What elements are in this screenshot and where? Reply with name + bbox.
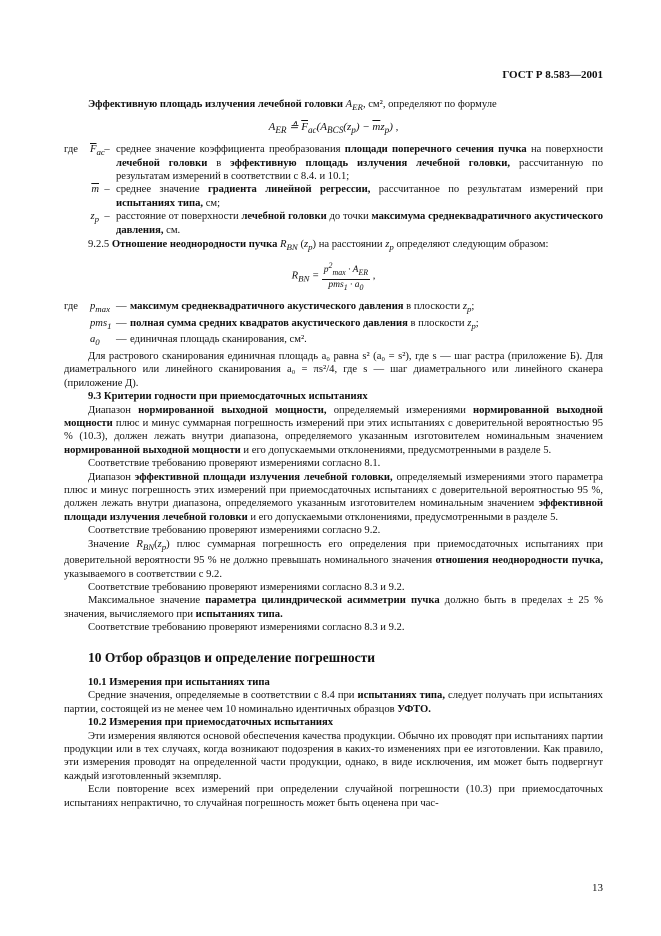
def-text-a0: единичная площадь сканирования, см².	[130, 334, 307, 346]
paragraph-10-1: Средние значения, определяемые в соответствии с 8.4 при испытаниях типа, следует получать при испытаниях партии, состоящей из не менее чем 10 номинально идентичных образцов УФТО.	[64, 690, 603, 715]
def-symbol-pms1: pms$_1$	[90, 317, 112, 332]
document-header: ГОСТ Р 8.583—2001	[502, 69, 603, 81]
page-number: 13	[592, 882, 603, 894]
paragraph-effective-area-intro: Эффективную площадь излучения лечебной головки $A_{ER}$, см², определяют по формуле	[88, 99, 497, 113]
def-symbol-fac: $\overline{F}_{ac}$	[90, 144, 105, 158]
def-text-pms1: полная сумма средних квадратов акустического давления в плоскости $z_p$;	[130, 317, 479, 332]
def-text-zp: расстояние от поверхности лечебной головки до точки максимума среднеквадратичного акустического давления, см.	[116, 211, 603, 236]
def-symbol-pmax: $p_{max}$	[90, 301, 111, 315]
paragraph-9-3-8: Соответствие требованию проверяют измерениями согласно 8.3 и 9.2.	[88, 622, 405, 634]
definition-list-2: где $p_{max}$ — максимум среднеквадратичного акустического давления в плоскости $z_p$; pms$_1$ — полная сумма средних квадратов акустического давления в плоскости $z_p$; $a_0$ — единичная площадь сканирования, см².	[64, 300, 603, 350]
paragraph-10-2-2: Если повторение всех измерений при определении случайной погрешности (10.3) при приемосдаточных испытаниях непрактично, то случайная погрешность может быть оценена при час-	[64, 784, 603, 809]
paragraph-10-2-1: Эти измерения являются основой обеспечения качества продукции. Обычно их проводят при испытаниях партии продукции или в тех случаях, когда возникают подозрения в каких-то изменениях при ее изготовлении. Как правило, эти измерения проводят на определенной части продукции, однако, в виде исключения, им может быть подвергнут каждый изготовленный экземпляр.	[64, 730, 603, 782]
paragraph-9-3-6: Соответствие требованию проверяют измерениями согласно 8.3 и 9.2.	[88, 581, 405, 593]
heading-10-1: 10.1 Измерения при испытаниях типа	[88, 677, 270, 688]
page-content	[64, 98, 603, 810]
paragraph-9-3-7: Максимальное значение параметра цилиндрической асимметрии пучка должно быть в пределах ± 25 % значения, вычисляемого при испытаниях типа.	[64, 595, 603, 620]
definition-list-1: где $\overline{F}_{ac}$ – среднее значение коэффициента преобразования площади поперечного сечения пучка на поверхности лечебной головки в эффективную площадь излучения лечебной головки, рассчитанную по результатам измерений в соответствии с 8.4. и 10.1; $\overline{m}$ – среднее значение градиента линейной регрессии, рассчитанное по результатам измерений при испытаниях типа, см; $z_p$ – расстояние от поверхности лечебной головки до точки максимума среднеквадратичного акустического давления, см.	[64, 144, 603, 236]
def-text-fac: среднее значение коэффициента преобразования площади поперечного сечения пучка на поверхности лечебной головки в эффективную площадь излучения лечебной головки, рассчитанную по результатам измерений в соответствии с 8.4. и 10.1;	[116, 144, 603, 182]
def-text-pmax: максимум среднеквадратичного акустического давления в плоскости $z_p$;	[130, 301, 475, 315]
def-symbol-m: $\overline{m}$	[91, 184, 99, 196]
def-symbol-zp: $z_p$	[90, 211, 99, 225]
paragraph-9-3-5: Значение $R_{BN}(z_p)$ плюс суммарная погрешность его определения при приемосдаточных испытаниях при доверительной вероятности 95 % не должно превышать номинального значения отношения неоднородности пучка, указываемого в соответствии с 9.2.	[64, 538, 603, 580]
paragraph-raster-scan: Для растрового сканирования единичная площадь a₀ равна s² (a₀ = s²), где s — шаг растра (приложение Б). Для диаметрального или линейного сканирования a₀ = πs²/4, где s — шаг диаметрального или линейного сканера (приложение Д).	[64, 350, 603, 389]
paragraph-9-3-3: Диапазон эффективной площади излучения лечебной головки, определяемый измерениями этого параметра плюс и минус погрешность этих измерений при приемосдаточных испытаниях с доверительной вероятностью 95 %, должен лежать внутри диапазона, определяемого указанным изготовителем номинальным значением эффективной площади излучения лечебной головки и его допускаемыми отклонениями, предусмотренными в разделе 5.	[64, 471, 603, 523]
heading-10-2: 10.2 Измерения при приемосдаточных испытаниях	[88, 717, 334, 729]
def-text-m: среднее значение градиента линейной регрессии, рассчитанное по результатам измерений при испытаниях типа, см;	[116, 184, 603, 209]
formula-beam-nonuniformity: $R_{BN}$ = $\frac{p^2_{max} \cdot A_{ER}}{pms_1 \cdot a_0}$ ,	[291, 261, 376, 292]
def-symbol-a0: $a_0$	[90, 334, 100, 348]
paragraph-9-2-5: 9.2.5 Отношение неоднородности пучка $R_{BN}$ $(z_p)$ на расстоянии $z_p$ определяют следующим образом:	[88, 238, 549, 253]
paragraph-9-3-1: Диапазон нормированной выходной мощности, определяемый измерениями нормированной выходной мощности плюс и минус суммарная погрешность измерений при этих испытаниях с доверительной вероятностью 95 % (10.3), должен лежать внутри диапазона, определяемого указанным изготовителем номинальным значением нормированной выходной мощности и его допускаемыми отклонениями, предусмотренными в разделе 5.	[64, 404, 603, 456]
paragraph-9-3-4: Соответствие требованию проверяют измерениями согласно 9.2.	[88, 525, 381, 537]
heading-9-3: 9.3 Критерии годности при приемосдаточных испытаниях	[88, 391, 368, 403]
heading-section-10: 10 Отбор образцов и определение погрешности	[88, 649, 376, 665]
paragraph-9-3-2: Соответствие требованию проверяют измерениями согласно 8.1.	[88, 458, 381, 470]
formula-effective-area: $A_{ER}$ ≙ $\overline{F}_{ac}(A_{BCS}(z_p) - \overline{m}z_p)$ ,	[268, 120, 399, 135]
def-lead: где	[64, 144, 78, 156]
